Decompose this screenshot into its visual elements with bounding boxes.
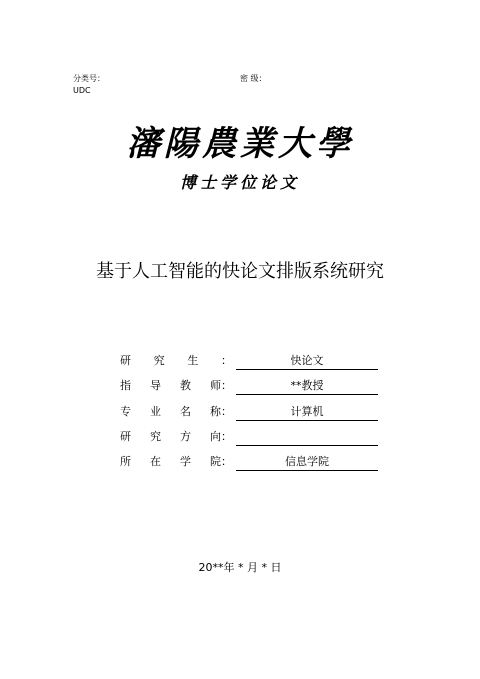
info-value-student: 快论文 (236, 352, 378, 370)
info-label: 指 导 教 师： (120, 379, 232, 392)
university-name: 瀋陽農業大學 (126, 124, 354, 164)
info-row-student (120, 352, 380, 372)
udc-label: UDC (73, 86, 91, 95)
classification-label: 分类号： (73, 74, 105, 83)
info-row-college (120, 453, 380, 473)
info-row-advisor (120, 377, 380, 397)
info-value-college: 信息学院 (236, 453, 378, 471)
info-row-major (120, 403, 380, 423)
thesis-title: 基于人工智能的快论文排版系统研究 (96, 261, 384, 282)
info-value-research-direction (236, 428, 378, 446)
degree-type: 博士学位论文 (179, 173, 300, 192)
info-value-major: 计算机 (236, 403, 378, 421)
info-label: 专 业 名 称： (120, 405, 232, 418)
info-label: 所 在 学 院： (120, 455, 232, 468)
info-label: 研 究 方 向： (120, 430, 232, 443)
date-line: 20**年 * 月 * 日 (198, 561, 282, 574)
info-value-advisor: **教授 (236, 377, 378, 395)
secret-level-label: 密 级： (240, 74, 267, 83)
info-row-research-direction (120, 428, 380, 448)
info-label: 研 究 生 ： (120, 354, 232, 367)
